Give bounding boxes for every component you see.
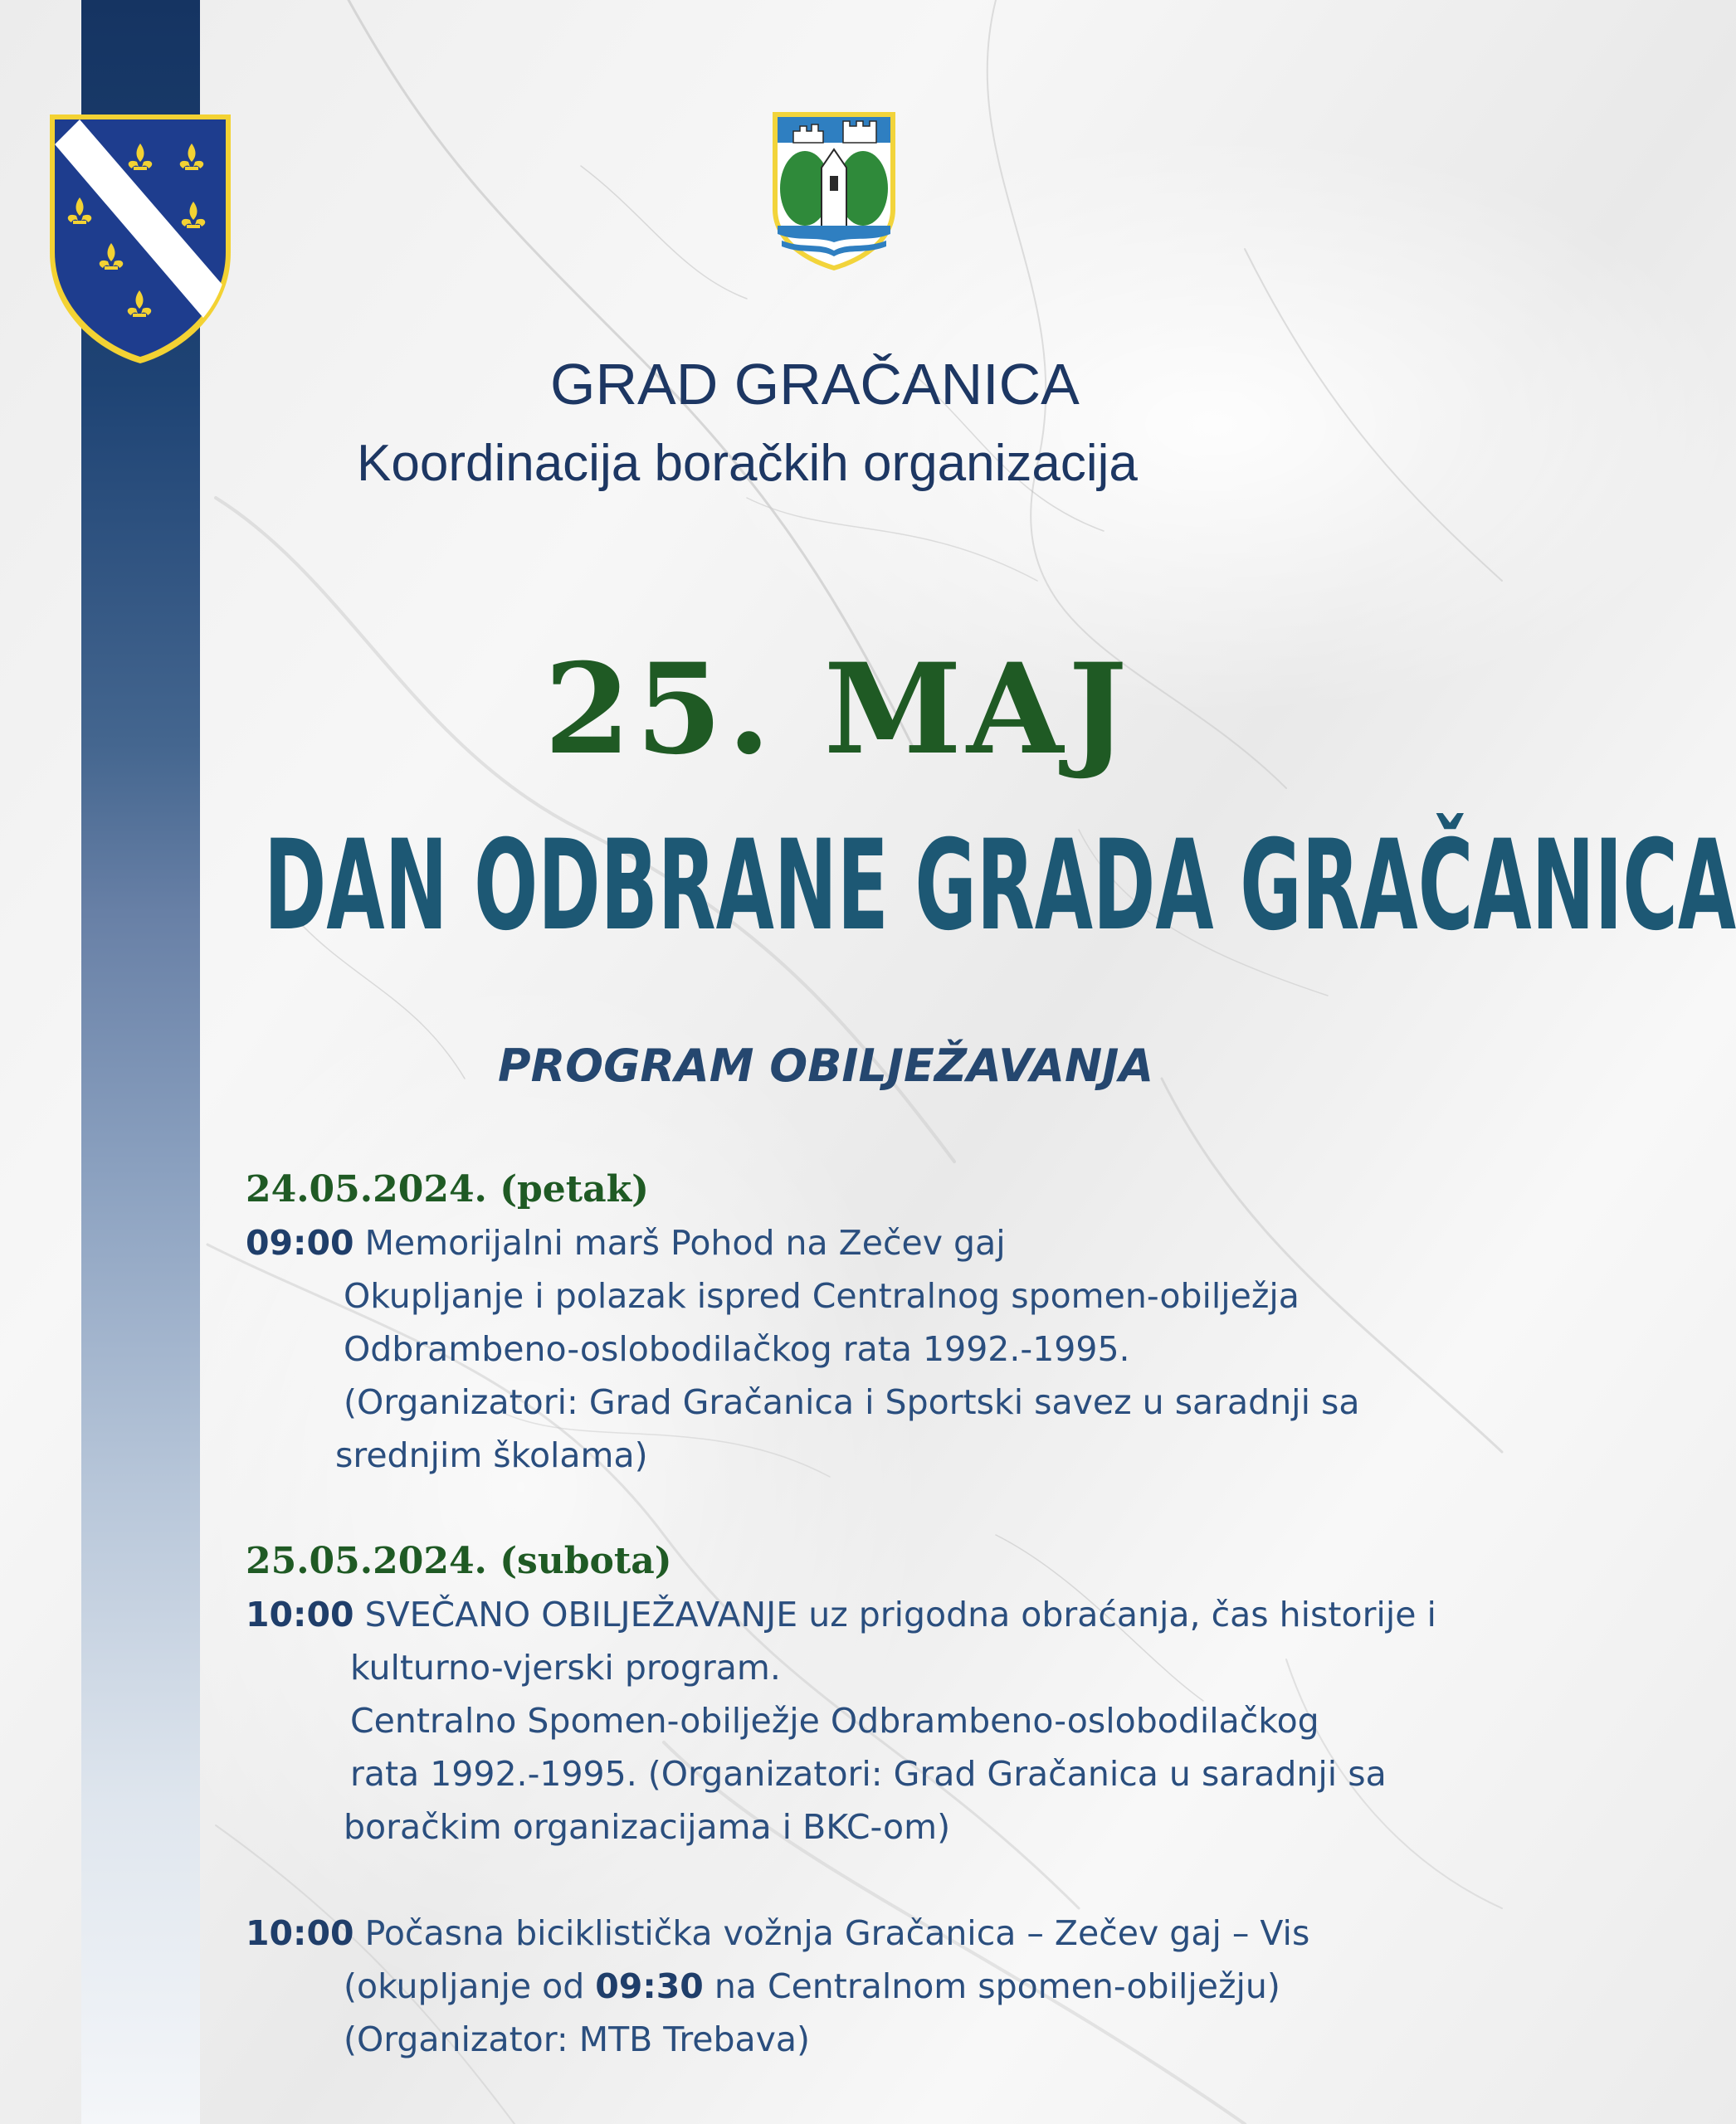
event-detail: Odbrambeno-oslobodilačkog rata 1992.-1995. xyxy=(344,1329,1130,1369)
gathering-time: 09:30 xyxy=(595,1966,704,2006)
event-detail-text: (okupljanje od xyxy=(344,1966,596,2006)
event-time: 10:00 xyxy=(246,1913,354,1953)
event-detail: boračkim organizacijama i BKC-om) xyxy=(344,1807,951,1847)
event-detail: kulturno-vjerski program. xyxy=(350,1648,781,1688)
event-line xyxy=(246,1216,1474,1269)
header-organization: Koordinacija boračkih organizacija xyxy=(357,435,1138,492)
event-detail: Okupljanje i polazak ispred Centralnog spomen-obilježja xyxy=(344,1276,1300,1316)
program-heading: PROGRAM OBILJEŽAVANJA xyxy=(498,1040,1154,1092)
event-time: 10:00 xyxy=(246,1595,354,1634)
event-detail: (Organizator: MTB Trebava) xyxy=(344,2019,811,2059)
event-line xyxy=(246,1907,1474,1960)
day-heading-saturday: 25.05.2024. (subota) xyxy=(246,1540,672,1582)
event-title: SVEČANO OBILJEŽAVANJE uz prigodna obraćanja, čas historije i xyxy=(364,1595,1436,1634)
event-title: Počasna biciklistička vožnja Gračanica – Zečev gaj – Vis xyxy=(364,1913,1310,1953)
event-line xyxy=(246,1588,1474,1641)
gracanica-coat-of-arms-icon xyxy=(770,110,898,272)
event-detail: srednjim školama) xyxy=(335,1435,648,1475)
event-detail: (Organizatori: Grad Gračanica i Sportski savez u saradnji sa xyxy=(344,1382,1360,1422)
program-schedule xyxy=(246,1163,1474,2066)
title-date: 25. MAJ xyxy=(544,636,1133,782)
title-main: DAN ODBRANE GRADA GRAČANICA xyxy=(264,814,1736,958)
bih-coat-of-arms-icon xyxy=(46,111,234,365)
event-title: Memorijalni marš Pohod na Zečev gaj xyxy=(364,1223,1006,1263)
event-detail: rata 1992.-1995. (Organizatori: Grad Gračanica u saradnji sa xyxy=(350,1754,1387,1794)
event-detail: Centralno Spomen-obilježje Odbrambeno-oslobodilačkog xyxy=(350,1701,1319,1741)
event-detail-text: na Centralnom spomen-obilježju) xyxy=(703,1966,1280,2006)
header-city-name: GRAD GRAČANICA xyxy=(550,352,1080,417)
event-detail xyxy=(246,1960,1474,2013)
day-heading-friday: 24.05.2024. (petak) xyxy=(246,1168,649,1211)
event-time: 09:00 xyxy=(246,1223,354,1263)
